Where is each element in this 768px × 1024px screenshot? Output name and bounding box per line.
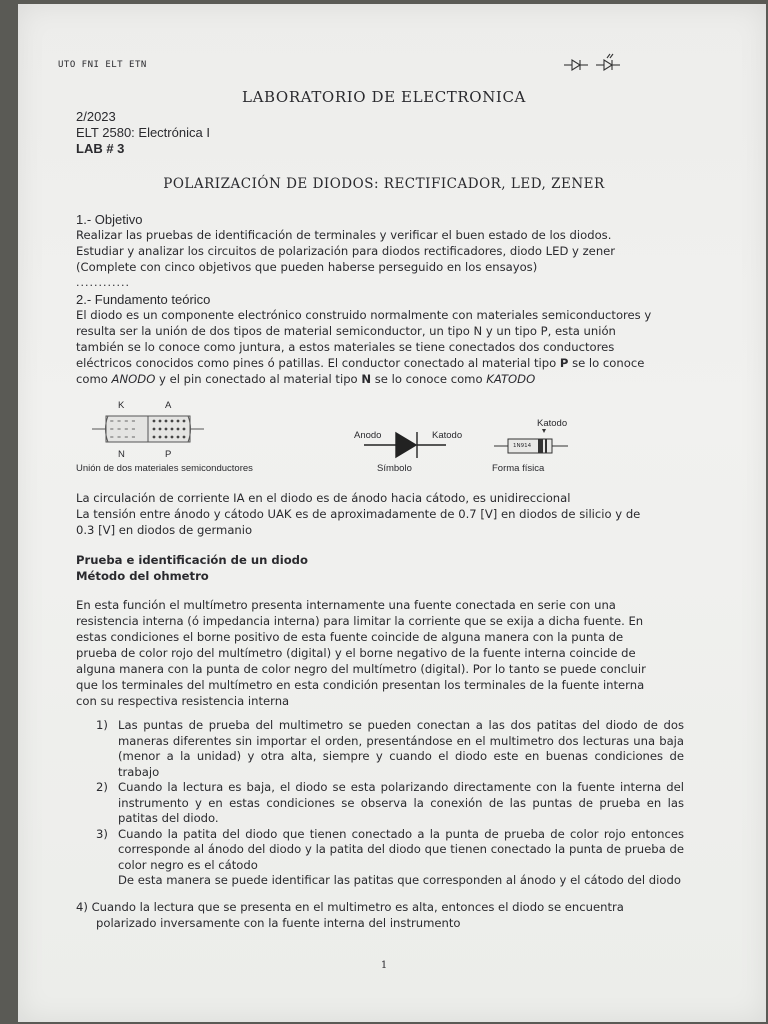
method-heading: Método del ohmetro [76,569,209,583]
junction-caption: Unión de dos materiales semiconductores [76,463,253,474]
label-p: P [165,449,172,460]
test-line: alguna manera con la punta de color negro del multímetro (digital). Por lo tanto se puede concluir [76,662,646,676]
theory-line: como ANODO y el pin conectado al material tipo N se lo conoce como KATODO [76,372,536,386]
current-text [76,490,696,538]
test-line: con su respectiva resistencia interna [76,694,290,708]
theory-line: también se lo conoce como juntura, a estos materiales se tiene conectados dos conductores [76,340,615,354]
theory-line: eléctricos conocidos como pines ó patillas. El conductor conectado al material tipo P se lo conoce [76,356,645,370]
lab-number: LAB # 3 [76,141,125,156]
lab-title: LABORATORIO DE ELECTRONICA [242,88,526,106]
test-line: que los terminales del multímetro en esta condición presentan los terminales de la fuente interna [76,678,645,692]
label-k: K [118,400,125,411]
label-a: A [165,400,172,411]
list-item: 1) Las puntas de prueba del multimetro se pueden conectan a las dos patitas del diodo de dos maneras diferentes sin importar el orden, presentándose en el multimetro dos lecturas una baja (menor a la unidad) y otra alta, siempre y cuando el diodo este en buenas condiciones de trabajo [96,718,684,779]
svg-text:= = = =: = = = = [110,426,136,433]
objective-line: (Complete con cinco objetivos que pueden haberse perseguido en los ensayos) [76,260,538,274]
theory-heading: 2.- Fundamento teórico [76,292,211,307]
objective-dots: ............ [76,276,130,289]
list-item-4: 4) Cuando la lectura que se presenta en el multimetro es alta, entonces el diodo se encuentra polarizado inversamente con la fuente interna del instrumento [76,900,624,930]
part-code: 1N914 [513,443,532,449]
anodo-label: Anodo [354,430,382,441]
list-item: 3) Cuando la patita del diodo que tienen conectado a la punta de prueba de color rojo entonces corresponde al ánodo del diodo y la patita del diodo que tienen conectado la punta de prueba de color negro es el cátodo [96,826,684,872]
physical-caption: Forma física [492,463,545,474]
test-line: En esta función el multímetro presenta internamente una fuente conectada en serie con una [76,598,616,612]
objective-heading: 1.- Objetivo [76,212,143,227]
test-paragraph [76,597,684,709]
institution-code: UTO FNI ELT ETN [58,60,147,70]
theory-line: resulta ser la unión de dos tipos de material semiconductor, un tipo N y un tipo P, esta unión [76,324,616,338]
label-n: N [118,449,125,460]
katodo-label: Katodo [432,430,463,441]
semester: 2/2023 [76,109,116,124]
list-item: 2) Cuando la lectura es baja, el diodo se esta polarizando directamente con la fuente interna del instrumento y en estas condiciones se observa la conexión de las puntas de prueba en las patitas del diodo. [96,780,684,825]
document-title: POLARIZACIÓN DE DIODOS: RECTIFICADOR, LED, ZENER [163,176,605,192]
symbol-caption: Símbolo [377,463,412,474]
semiconductor-junction-icon [92,412,204,446]
theory-line: El diodo es un componente electrónico construido normalmente con materiales semiconductores y [76,308,652,322]
test-line: resistencia interna (ó impedancia interna) para limitar la corriente que se exija a dicha fuente. En [76,614,644,628]
current-line: La circulación de corriente IA en el diodo es de ánodo hacia cátodo, es unidireccional [76,491,571,505]
page-number: 1 [380,960,388,971]
svg-text:= = = =: = = = = [110,418,136,425]
theory-text [76,307,696,387]
test-line: prueba de color rojo del multímetro (digital) y el borne negativo de la fuente interna coincide de [76,646,636,660]
current-line: La tensión entre ánodo y cátodo UAK es de aproximadamente de 0.7 [V] en diodos de silicio y de [76,507,641,521]
test-heading: Prueba e identificación de un diodo [76,553,308,567]
objective-line: Estudiar y analizar los circuitos de polarización para diodos rectificadores, diodo LED y zener [76,244,616,258]
katodo-physical-label: Katodo [537,418,568,429]
objective-line: Realizar las pruebas de identificación de terminales y verificar el buen estado de los diodos. [76,228,612,242]
objective-text [76,227,686,275]
test-line: estas condiciones el borne positivo de esta fuente coincide de alguna manera con la punta de [76,630,624,644]
course: ELT 2580: Electrónica I [76,125,210,140]
test-steps-list [96,718,684,889]
list-item-continuation: De esta manera se puede identificar las patitas que corresponden al ánodo y el cátodo del diodo [118,873,681,887]
diode-symbols-icon [560,52,626,74]
diode-symbol-icon [360,427,450,463]
svg-text:= = = =: = = = = [110,434,136,441]
current-line: 0.3 [V] en diodos de germanio [76,523,253,537]
